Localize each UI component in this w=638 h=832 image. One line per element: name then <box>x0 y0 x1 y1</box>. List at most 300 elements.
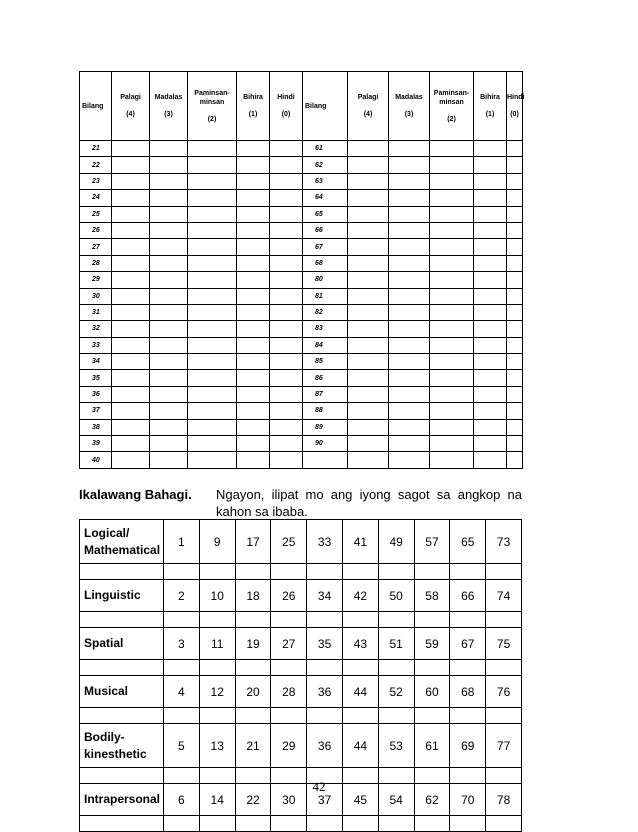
table-row <box>80 403 523 419</box>
answer-cell[interactable] <box>237 436 270 452</box>
answer-cell[interactable] <box>270 337 303 353</box>
item-number: 64 <box>303 190 348 206</box>
answer-cell[interactable] <box>507 419 523 435</box>
answer-cell[interactable] <box>348 403 389 419</box>
answer-cell[interactable] <box>112 255 150 271</box>
answer-cell[interactable] <box>112 141 150 157</box>
answer-cell[interactable] <box>112 354 150 370</box>
column-header <box>80 72 112 141</box>
answer-cell[interactable] <box>307 612 343 628</box>
answer-cell[interactable] <box>237 157 270 173</box>
answer-cell[interactable] <box>150 386 188 402</box>
answer-cell[interactable] <box>237 403 270 419</box>
answer-cell[interactable] <box>474 304 507 320</box>
item-number: 1 <box>164 520 200 564</box>
item-number: 20 <box>235 676 271 708</box>
answer-cell[interactable] <box>430 157 474 173</box>
item-number: 28 <box>271 676 307 708</box>
answer-cell[interactable] <box>348 386 389 402</box>
answer-cell[interactable] <box>414 564 450 580</box>
answer-cell[interactable] <box>348 255 389 271</box>
answer-cell[interactable] <box>235 564 271 580</box>
answer-cell[interactable] <box>237 419 270 435</box>
table-row <box>80 354 523 370</box>
answer-cell[interactable] <box>486 564 522 580</box>
item-number: 23 <box>80 173 112 189</box>
item-number: 26 <box>80 222 112 238</box>
answer-cell[interactable] <box>150 321 188 337</box>
answer-cell[interactable] <box>150 157 188 173</box>
answer-cell[interactable] <box>237 354 270 370</box>
answer-cell[interactable] <box>474 222 507 238</box>
answer-cell[interactable] <box>378 564 414 580</box>
answer-cell[interactable] <box>378 708 414 724</box>
column-header <box>150 72 188 141</box>
answer-row <box>80 708 522 724</box>
answer-cell[interactable] <box>474 190 507 206</box>
answer-cell[interactable] <box>237 370 270 386</box>
answer-cell[interactable] <box>150 337 188 353</box>
category-row <box>80 628 522 660</box>
answer-cell[interactable] <box>507 370 523 386</box>
answer-cell[interactable] <box>474 272 507 288</box>
item-number: 27 <box>80 239 112 255</box>
answer-cell[interactable] <box>430 419 474 435</box>
answer-cell[interactable] <box>164 708 200 724</box>
answer-cell[interactable] <box>307 564 343 580</box>
answer-cell[interactable] <box>348 452 389 468</box>
item-number: 2 <box>164 580 200 612</box>
column-header-score: (1) <box>248 111 258 118</box>
answer-cell[interactable] <box>430 239 474 255</box>
answer-cell[interactable] <box>150 255 188 271</box>
answer-cell[interactable] <box>507 436 523 452</box>
answer-cell[interactable] <box>486 816 522 832</box>
answer-cell[interactable] <box>389 452 430 468</box>
answer-cell[interactable] <box>450 816 486 832</box>
answer-cell[interactable] <box>430 141 474 157</box>
answer-cell[interactable] <box>507 321 523 337</box>
answer-cell[interactable] <box>474 354 507 370</box>
answer-cell[interactable] <box>389 157 430 173</box>
answer-cell[interactable] <box>507 190 523 206</box>
column-header-name: Bilang <box>82 102 104 110</box>
answer-cell[interactable] <box>474 141 507 157</box>
item-number: 65 <box>303 206 348 222</box>
answer-cell[interactable] <box>389 337 430 353</box>
answer-cell[interactable] <box>150 452 188 468</box>
item-number <box>303 452 348 468</box>
answer-cell[interactable] <box>188 288 237 304</box>
answer-cell[interactable] <box>270 255 303 271</box>
answer-cell[interactable] <box>150 141 188 157</box>
answer-cell[interactable] <box>507 206 523 222</box>
answer-cell[interactable] <box>507 141 523 157</box>
answer-cell[interactable] <box>112 386 150 402</box>
answer-cell[interactable] <box>507 222 523 238</box>
item-number: 36 <box>80 386 112 402</box>
answer-cell[interactable] <box>348 370 389 386</box>
answer-cell[interactable] <box>150 370 188 386</box>
answer-cell[interactable] <box>430 288 474 304</box>
answer-cell[interactable] <box>450 612 486 628</box>
answer-cell[interactable] <box>188 239 237 255</box>
answer-cell[interactable] <box>389 206 430 222</box>
answer-cell[interactable] <box>237 272 270 288</box>
answer-cell[interactable] <box>430 452 474 468</box>
answer-cell[interactable] <box>348 206 389 222</box>
answer-cell[interactable] <box>188 222 237 238</box>
answer-cell[interactable] <box>389 288 430 304</box>
answer-cell[interactable] <box>150 354 188 370</box>
answer-cell[interactable] <box>112 403 150 419</box>
answer-cell[interactable] <box>430 321 474 337</box>
item-number: 52 <box>378 676 414 708</box>
answer-cell[interactable] <box>450 660 486 676</box>
answer-cell[interactable] <box>270 272 303 288</box>
answer-cell[interactable] <box>474 452 507 468</box>
answer-cell[interactable] <box>112 452 150 468</box>
answer-cell[interactable] <box>414 660 450 676</box>
answer-cell[interactable] <box>474 255 507 271</box>
answer-cell[interactable] <box>430 386 474 402</box>
answer-cell[interactable] <box>430 337 474 353</box>
answer-cell[interactable] <box>348 239 389 255</box>
answer-cell[interactable] <box>270 321 303 337</box>
answer-cell[interactable] <box>307 660 343 676</box>
answer-cell[interactable] <box>188 321 237 337</box>
answer-cell[interactable] <box>270 190 303 206</box>
answer-cell[interactable] <box>430 370 474 386</box>
answer-cell[interactable] <box>414 816 450 832</box>
answer-cell[interactable] <box>188 337 237 353</box>
answer-cell[interactable] <box>270 419 303 435</box>
column-header-name: Palagi <box>357 94 379 101</box>
answer-cell[interactable] <box>237 222 270 238</box>
answer-cell[interactable] <box>474 321 507 337</box>
answer-cell[interactable] <box>348 222 389 238</box>
item-number: 36 <box>307 724 343 768</box>
answer-cell[interactable] <box>199 816 235 832</box>
answer-cell[interactable] <box>188 304 237 320</box>
answer-cell[interactable] <box>474 173 507 189</box>
answer-cell[interactable] <box>430 173 474 189</box>
answer-cell[interactable] <box>188 354 237 370</box>
answer-cell[interactable] <box>389 141 430 157</box>
answer-cell[interactable] <box>507 173 523 189</box>
answer-cell[interactable] <box>188 173 237 189</box>
item-number: 66 <box>303 222 348 238</box>
item-number: 13 <box>199 724 235 768</box>
answer-cell[interactable] <box>348 436 389 452</box>
answer-cell[interactable] <box>188 255 237 271</box>
answer-cell[interactable] <box>348 354 389 370</box>
answer-cell[interactable] <box>270 239 303 255</box>
answer-cell[interactable] <box>271 564 307 580</box>
answer-cell[interactable] <box>348 419 389 435</box>
answer-cell[interactable] <box>389 321 430 337</box>
answer-cell[interactable] <box>237 337 270 353</box>
item-number: 10 <box>199 580 235 612</box>
item-number: 26 <box>271 580 307 612</box>
item-number: 77 <box>486 724 522 768</box>
answer-cell[interactable] <box>430 354 474 370</box>
answer-cell[interactable] <box>237 141 270 157</box>
answer-cell[interactable] <box>389 403 430 419</box>
answer-cell[interactable] <box>164 660 200 676</box>
answer-cell[interactable] <box>348 173 389 189</box>
answer-cell[interactable] <box>150 403 188 419</box>
table-row <box>80 304 523 320</box>
answer-cell[interactable] <box>486 708 522 724</box>
answer-cell[interactable] <box>112 157 150 173</box>
answer-cell[interactable] <box>112 419 150 435</box>
answer-cell[interactable] <box>150 436 188 452</box>
answer-cell[interactable] <box>474 288 507 304</box>
answer-cell[interactable] <box>342 564 378 580</box>
answer-cell[interactable] <box>474 436 507 452</box>
answer-cell[interactable] <box>150 288 188 304</box>
answer-cell[interactable] <box>507 157 523 173</box>
table-row <box>80 419 523 435</box>
answer-cell[interactable] <box>342 660 378 676</box>
answer-cell[interactable] <box>270 436 303 452</box>
answer-cell[interactable] <box>112 304 150 320</box>
answer-cell[interactable] <box>270 403 303 419</box>
answer-cell[interactable] <box>474 419 507 435</box>
item-number: 43 <box>342 628 378 660</box>
blank-cell <box>80 564 164 580</box>
answer-cell[interactable] <box>237 239 270 255</box>
answer-cell[interactable] <box>112 222 150 238</box>
answer-cell[interactable] <box>270 206 303 222</box>
answer-cell[interactable] <box>389 255 430 271</box>
answer-cell[interactable] <box>348 321 389 337</box>
answer-cell[interactable] <box>270 304 303 320</box>
answer-cell[interactable] <box>188 190 237 206</box>
answer-cell[interactable] <box>474 239 507 255</box>
answer-cell[interactable] <box>307 816 343 832</box>
answer-cell[interactable] <box>389 386 430 402</box>
answer-cell[interactable] <box>348 157 389 173</box>
item-number: 49 <box>378 520 414 564</box>
answer-cell[interactable] <box>389 370 430 386</box>
answer-cell[interactable] <box>237 206 270 222</box>
answer-cell[interactable] <box>112 239 150 255</box>
item-number: 12 <box>199 676 235 708</box>
answer-cell[interactable] <box>270 370 303 386</box>
answer-cell[interactable] <box>389 239 430 255</box>
answer-cell[interactable] <box>150 239 188 255</box>
answer-cell[interactable] <box>199 564 235 580</box>
answer-cell[interactable] <box>474 337 507 353</box>
answer-cell[interactable] <box>342 612 378 628</box>
item-number: 68 <box>450 676 486 708</box>
table-row <box>80 370 523 386</box>
answer-cell[interactable] <box>430 436 474 452</box>
answer-cell[interactable] <box>450 708 486 724</box>
answer-cell[interactable] <box>270 173 303 189</box>
item-number: 24 <box>80 190 112 206</box>
answer-cell[interactable] <box>112 321 150 337</box>
answer-cell[interactable] <box>237 304 270 320</box>
answer-cell[interactable] <box>389 173 430 189</box>
answer-cell[interactable] <box>348 288 389 304</box>
answer-cell[interactable] <box>199 612 235 628</box>
category-label: Linguistic <box>80 580 164 612</box>
answer-cell[interactable] <box>112 436 150 452</box>
answer-cell[interactable] <box>271 816 307 832</box>
answer-cell[interactable] <box>270 222 303 238</box>
answer-cell[interactable] <box>474 386 507 402</box>
item-number: 25 <box>80 206 112 222</box>
answer-cell[interactable] <box>271 612 307 628</box>
answer-cell[interactable] <box>237 255 270 271</box>
answer-cell[interactable] <box>507 354 523 370</box>
answer-cell[interactable] <box>378 816 414 832</box>
answer-cell[interactable] <box>237 190 270 206</box>
answer-cell[interactable] <box>270 354 303 370</box>
answer-cell[interactable] <box>199 660 235 676</box>
answer-cell[interactable] <box>150 419 188 435</box>
answer-cell[interactable] <box>430 403 474 419</box>
blank-cell <box>80 816 164 832</box>
answer-cell[interactable] <box>188 436 237 452</box>
answer-cell[interactable] <box>342 708 378 724</box>
column-header <box>389 72 430 141</box>
answer-cell[interactable] <box>342 816 378 832</box>
answer-cell[interactable] <box>270 288 303 304</box>
answer-cell[interactable] <box>348 272 389 288</box>
answer-cell[interactable] <box>486 660 522 676</box>
answer-cell[interactable] <box>188 272 237 288</box>
answer-cell[interactable] <box>507 288 523 304</box>
answer-cell[interactable] <box>270 157 303 173</box>
answer-cell[interactable] <box>237 321 270 337</box>
answer-cell[interactable] <box>507 337 523 353</box>
answer-cell[interactable] <box>474 370 507 386</box>
answer-cell[interactable] <box>112 206 150 222</box>
answer-cell[interactable] <box>307 708 343 724</box>
answer-cell[interactable] <box>188 157 237 173</box>
answer-cell[interactable] <box>150 272 188 288</box>
answer-cell[interactable] <box>430 222 474 238</box>
answer-cell[interactable] <box>112 173 150 189</box>
answer-cell[interactable] <box>389 304 430 320</box>
answer-cell[interactable] <box>235 708 271 724</box>
answer-cell[interactable] <box>507 255 523 271</box>
answer-cell[interactable] <box>188 403 237 419</box>
answer-cell[interactable] <box>164 564 200 580</box>
answer-cell[interactable] <box>112 190 150 206</box>
column-header <box>348 72 389 141</box>
answer-cell[interactable] <box>389 354 430 370</box>
answer-cell[interactable] <box>150 173 188 189</box>
answer-cell[interactable] <box>507 304 523 320</box>
answer-cell[interactable] <box>348 141 389 157</box>
answer-cell[interactable] <box>188 386 237 402</box>
answer-cell[interactable] <box>507 386 523 402</box>
answer-cell[interactable] <box>235 816 271 832</box>
answer-cell[interactable] <box>237 386 270 402</box>
answer-cell[interactable] <box>507 272 523 288</box>
answer-cell[interactable] <box>389 436 430 452</box>
table-row <box>80 452 523 468</box>
answer-cell[interactable] <box>150 222 188 238</box>
answer-cell[interactable] <box>430 272 474 288</box>
column-header <box>430 72 474 141</box>
answer-cell[interactable] <box>270 386 303 402</box>
answer-cell[interactable] <box>112 370 150 386</box>
answer-cell[interactable] <box>188 452 237 468</box>
answer-cell[interactable] <box>378 612 414 628</box>
answer-cell[interactable] <box>112 337 150 353</box>
answer-cell[interactable] <box>199 708 235 724</box>
answer-cell[interactable] <box>270 452 303 468</box>
item-number: 61 <box>303 141 348 157</box>
answer-cell[interactable] <box>507 452 523 468</box>
answer-cell[interactable] <box>507 239 523 255</box>
answer-cell[interactable] <box>237 288 270 304</box>
answer-cell[interactable] <box>112 272 150 288</box>
answer-cell[interactable] <box>150 304 188 320</box>
answer-cell[interactable] <box>164 816 200 832</box>
answer-cell[interactable] <box>486 612 522 628</box>
answer-cell[interactable] <box>150 190 188 206</box>
answer-cell[interactable] <box>507 403 523 419</box>
answer-cell[interactable] <box>348 190 389 206</box>
answer-cell[interactable] <box>237 452 270 468</box>
answer-cell[interactable] <box>270 141 303 157</box>
column-header-score: (4) <box>363 111 373 118</box>
table-row <box>80 190 523 206</box>
category-row <box>80 676 522 708</box>
answer-cell[interactable] <box>414 708 450 724</box>
answer-cell[interactable] <box>430 206 474 222</box>
answer-cell[interactable] <box>188 419 237 435</box>
answer-cell[interactable] <box>378 660 414 676</box>
answer-cell[interactable] <box>389 272 430 288</box>
answer-cell[interactable] <box>271 708 307 724</box>
answer-cell[interactable] <box>188 370 237 386</box>
answer-cell[interactable] <box>389 222 430 238</box>
answer-cell[interactable] <box>430 190 474 206</box>
answer-cell[interactable] <box>348 304 389 320</box>
answer-cell[interactable] <box>430 255 474 271</box>
answer-cell[interactable] <box>271 660 307 676</box>
answer-cell[interactable] <box>237 173 270 189</box>
answer-cell[interactable] <box>235 612 271 628</box>
answer-cell[interactable] <box>414 612 450 628</box>
answer-tally-table <box>79 71 523 469</box>
answer-cell[interactable] <box>389 190 430 206</box>
answer-cell[interactable] <box>150 206 188 222</box>
answer-cell[interactable] <box>348 337 389 353</box>
answer-cell[interactable] <box>474 403 507 419</box>
answer-cell[interactable] <box>112 288 150 304</box>
answer-cell[interactable] <box>474 206 507 222</box>
answer-cell[interactable] <box>389 419 430 435</box>
answer-cell[interactable] <box>474 157 507 173</box>
answer-cell[interactable] <box>450 564 486 580</box>
answer-cell[interactable] <box>164 612 200 628</box>
answer-cell[interactable] <box>188 206 237 222</box>
answer-cell[interactable] <box>430 304 474 320</box>
table-row <box>80 386 523 402</box>
answer-cell[interactable] <box>188 141 237 157</box>
column-header-name: Bihira <box>243 94 263 101</box>
answer-cell[interactable] <box>235 660 271 676</box>
